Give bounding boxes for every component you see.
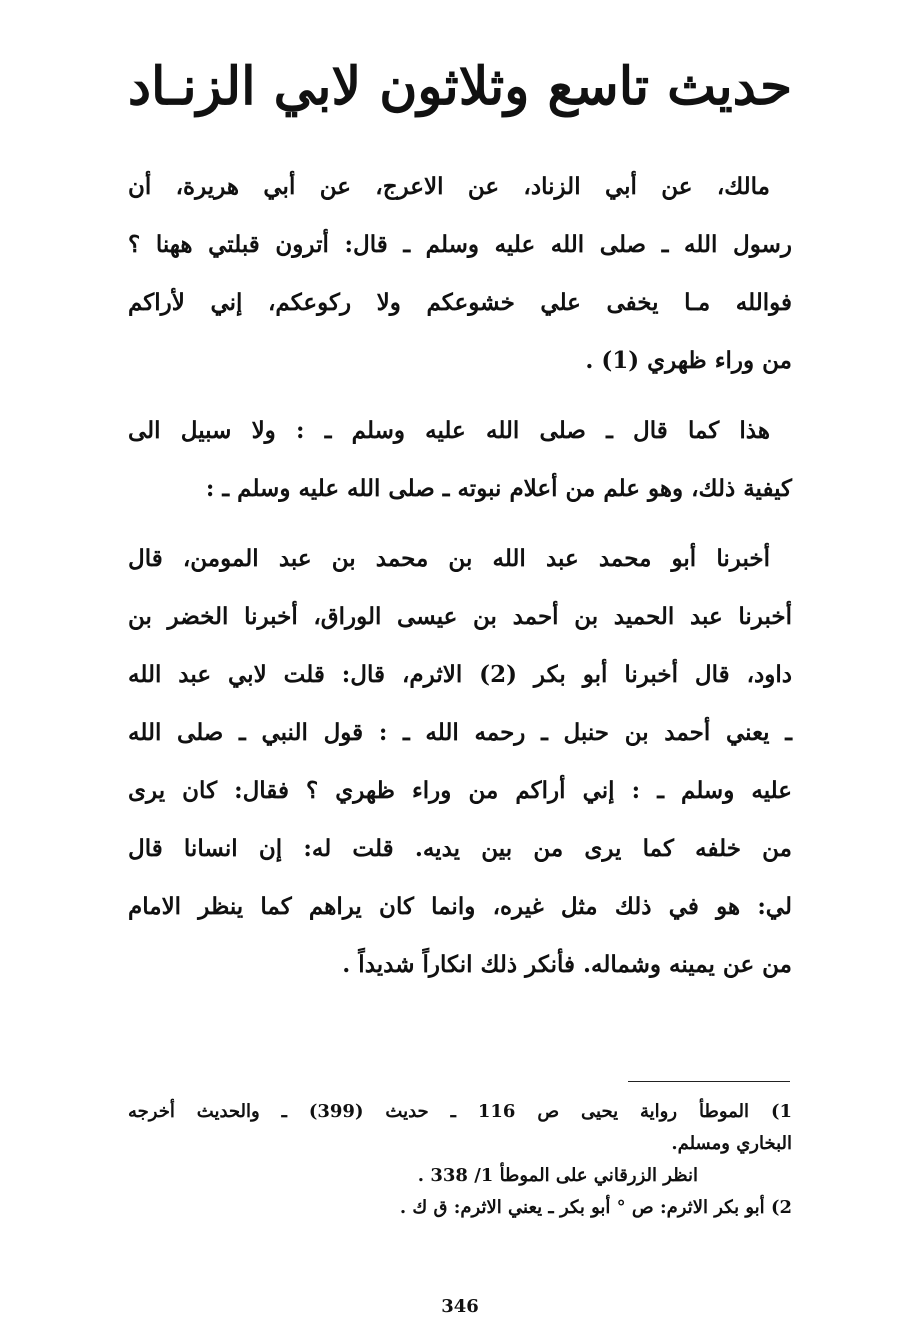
text-line: أخبرنا أبو محمد عبد الله بن محمد بن عبد المومن، قال <box>128 545 770 572</box>
footnote-2: 2) أبو بكر الاثرم: ص ° أبو بكر ـ يعني الاثرم: ق ك . <box>399 1197 792 1218</box>
text-line: هذا كما قال ـ صلى الله عليه وسلم ـ : ولا سبيل الى <box>128 417 770 444</box>
paragraph-3 <box>128 530 792 994</box>
text-line: من عن يمينه وشماله. فأنكر ذلك انكاراً شديداً . <box>342 951 792 978</box>
paragraph-2 <box>128 402 792 518</box>
text-line: فوالله مـا يخفى علي خشوعكم ولا ركوعكم، إني لأراكم <box>128 289 792 316</box>
footnotes <box>128 1096 792 1224</box>
footnote-1-line-2: البخاري ومسلم. <box>671 1133 792 1154</box>
footnote-separator <box>628 1081 790 1082</box>
text-line: عليه وسلم ـ : إني أراكم من وراء ظهري ؟ فقال: كان يرى <box>128 777 792 804</box>
text-line: رسول الله ـ صلى الله عليه وسلم ـ قال: أترون قبلتي ههنا ؟ <box>128 231 792 258</box>
text-line: من وراء ظهري (1) . <box>585 347 792 374</box>
footnote-1-line-1: 1) الموطأ رواية يحيى ص 116 ـ حديث (399) ـ والحديث أخرجه <box>128 1101 792 1122</box>
chapter-title: حديث تاسع وثلاثون لابي الزنـاد <box>127 56 793 117</box>
text-line: داود، قال أخبرنا أبو بكر (2) الاثرم، قال: قلت لابي عبد الله <box>128 661 793 688</box>
text-line: من خلفه كما يرى من بين يديه. قلت له: إن انسانا قال <box>128 835 792 862</box>
text-line: ـ يعني أحمد بن حنبل ـ رحمه الله ـ : قول النبي ـ صلى الله <box>128 719 792 746</box>
paragraph-1 <box>128 158 792 390</box>
paragraph-gap <box>128 390 792 402</box>
text-line: مالك، عن أبي الزناد، عن الاعرج، عن أبي هريرة، أن <box>128 173 770 200</box>
paragraph-gap <box>128 518 792 530</box>
text-line: كيفية ذلك، وهو علم من أعلام نبوته ـ صلى الله عليه وسلم ـ : <box>205 475 792 502</box>
text-line: أخبرنا عبد الحميد بن أحمد بن عيسى الوراق، أخبرنا الخضر بن <box>128 603 792 630</box>
body-text <box>128 158 792 994</box>
footnote-1-line-3: انظر الزرقاني على الموطأ 1/ 338 . <box>417 1165 698 1186</box>
text-line: لي: هو في ذلك مثل غيره، وانما كان يراهم كما ينظر الامام <box>128 893 792 920</box>
page-number: 346 <box>441 1296 479 1317</box>
